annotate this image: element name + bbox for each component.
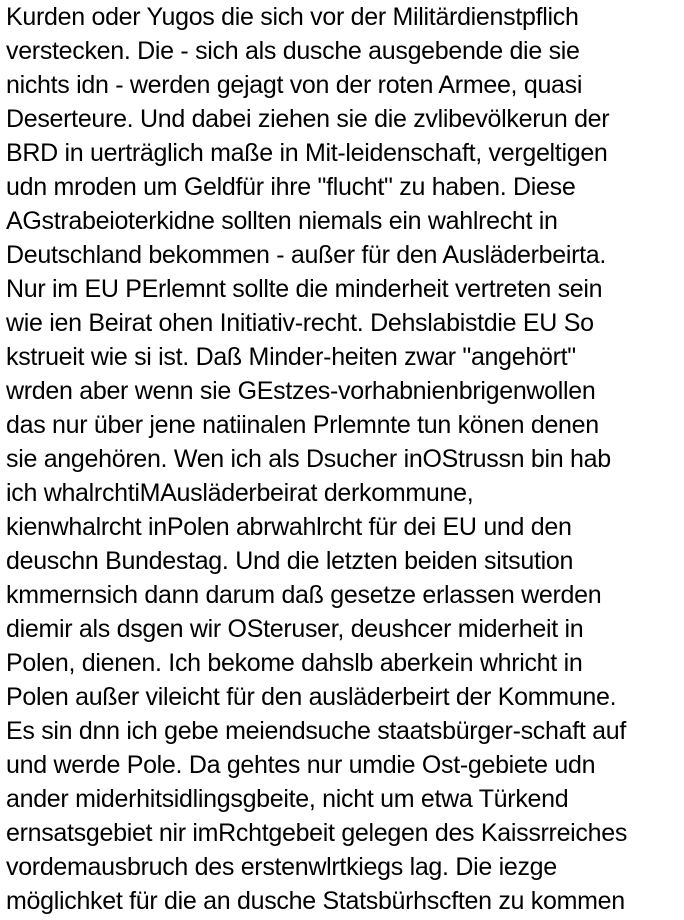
text-line: Kurden oder Yugos die sich vor der Militärdienstpflich — [6, 3, 579, 31]
text-line: kmmernsich dann darum daß gesetze erlassen werden — [6, 581, 602, 609]
text-line: ander miderhitsidlingsgbeite, nicht um etwa Türkend — [6, 785, 569, 813]
text-line: ich whalrchtiMAusläderbeirat derkommune, — [6, 479, 474, 507]
text-line: Polen, dienen. Ich bekome dahslb aberkein whricht in — [6, 649, 583, 677]
text-line: wie ien Beirat ohen Initiativ-recht. Dehslabistdie EU So — [6, 309, 594, 337]
text-line: und werde Pole. Da gehtes nur umdie Ost-gebiete udn — [6, 751, 596, 779]
text-line: udn mroden um Geldfür ihre "flucht" zu haben. Diese — [6, 173, 576, 201]
text-line: Nur im EU PErlemnt sollte die minderheit vertreten sein — [6, 275, 603, 303]
text-line: Deutschland bekommen - außer für den Ausläderbeirta. — [6, 241, 607, 269]
text-line: vordemausbruch des erstenwlrtkiegs lag. Die iezge — [6, 853, 557, 881]
text-line: ernsatsgebiet nir imRchtgebeit gelegen des Kaissrreiches — [6, 819, 628, 847]
text-line: verstecken. Die - sich als dusche ausgebende die sie — [6, 37, 580, 65]
text-line: Es sin dnn ich gebe meiendsuche staatsbürger-schaft auf — [6, 717, 626, 745]
text-line: wrden aber wenn sie GEstzes-vorhabnienbrigenwollen — [6, 377, 596, 405]
text-line: kstrueit wie si ist. Daß Minder-heiten zwar "angehört" — [6, 343, 576, 371]
text-line: Deserteure. Und dabei ziehen sie die zvlibevölkerun der — [6, 105, 610, 133]
text-line: diemir als dsgen wir OSteruser, deushcer miderheit in — [6, 615, 584, 643]
text-line: sie angehören. Wen ich als Dsucher inOStrussn bin hab — [6, 445, 611, 473]
text-line: AGstrabeioterkidne sollten niemals ein wahlrecht in — [6, 207, 558, 235]
text-line: BRD in uerträglich maße in Mit-leidenschaft, vergeltigen — [6, 139, 608, 167]
text-line: Polen außer vileicht für den ausläderbeirt der Kommune. — [6, 683, 617, 711]
text-line: nichts idn - werden gejagt von der roten Armee, quasi — [6, 71, 583, 99]
text-line: möglichket für die an dusche Statsbürhscften zu kommen — [6, 887, 625, 915]
text-line: das nur über jene natiinalen Prlemnte tun könen denen — [6, 411, 599, 439]
text-line: kienwhalrcht inPolen abrwahlrcht für dei EU und den — [6, 513, 572, 541]
text-line: deuschn Bundestag. Und die letzten beiden sitsution — [6, 547, 574, 575]
